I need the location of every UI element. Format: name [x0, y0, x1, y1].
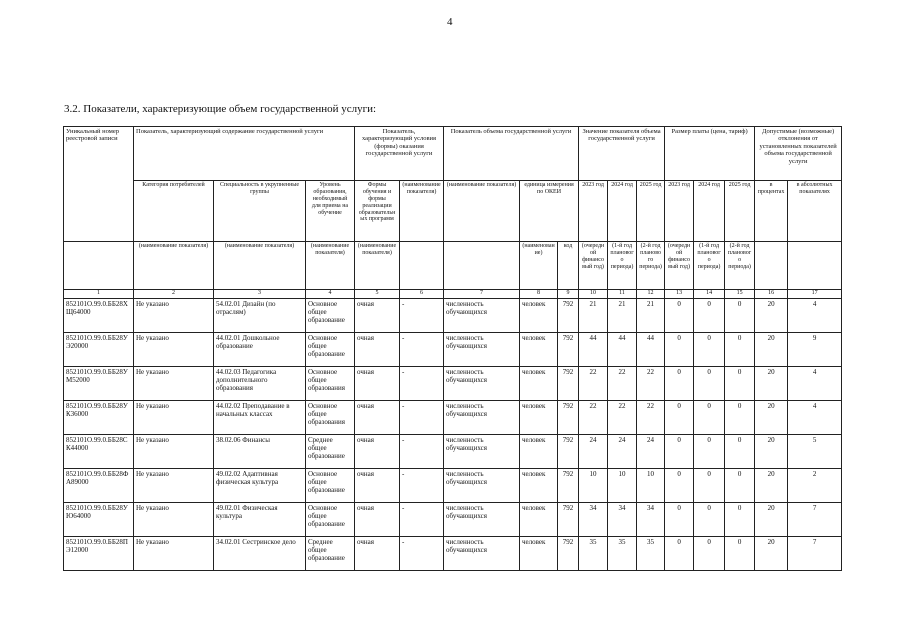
cell-fee-2025: 0	[725, 367, 755, 401]
cell-fee-2024: 0	[694, 469, 725, 503]
header-2025: 2025 год	[637, 181, 665, 242]
volume-indicators-table	[63, 126, 842, 571]
cell-study-form: очная	[355, 333, 400, 367]
cell-specialty: 44.02.01 Дошкольное образование	[214, 333, 306, 367]
cell-unit-name: человек	[520, 435, 558, 469]
cell-consumer-category: Не указано	[134, 537, 214, 571]
header-year2-note: (1-й год планового периода)	[608, 242, 637, 290]
cell-fee-2024: 0	[694, 503, 725, 537]
cell-value-2024: 22	[608, 401, 637, 435]
cell-fee-2023: 0	[665, 469, 694, 503]
header-fee-2024: 2024 год	[694, 181, 725, 242]
cell-study-form: очная	[355, 367, 400, 401]
cell-specialty: 44.02.03 Педагогика дополнительного образования	[214, 367, 306, 401]
cell-deviation-percent: 20	[755, 333, 788, 367]
header-fee-year1-note: (очередной финансовый год)	[665, 242, 694, 290]
header-sub-name-4: (наименование показателя)	[355, 242, 400, 290]
header-row-2	[64, 181, 842, 242]
cell-education-level: Среднее общее образование	[306, 537, 355, 571]
cell-registry-code: 852101О.99.0.ББ28УМ52000	[64, 367, 134, 401]
header-content: Показатель, характеризующий содержание государственной услуги	[134, 127, 355, 181]
cell-specialty: 49.02.02 Адаптивная физическая культура	[214, 469, 306, 503]
cell-indicator-name: численность обучающихся	[444, 401, 520, 435]
header-fee-2025: 2025 год	[725, 181, 755, 242]
cell-unit-name: человек	[520, 299, 558, 333]
cell-deviation-absolute: 2	[788, 469, 842, 503]
cell-deviation-absolute: 9	[788, 333, 842, 367]
cell-value-2024: 44	[608, 333, 637, 367]
column-number: 5	[355, 290, 400, 299]
cell-okei-code: 792	[558, 469, 579, 503]
column-number: 16	[755, 290, 788, 299]
cell-deviation-absolute: 4	[788, 367, 842, 401]
header-empty	[444, 242, 520, 290]
cell-fee-2025: 0	[725, 401, 755, 435]
cell-fee-2025: 0	[725, 299, 755, 333]
cell-fee-2025: 0	[725, 537, 755, 571]
header-in-absolute: в абсолютных показателях	[788, 181, 842, 242]
column-number: 14	[694, 290, 725, 299]
cell-value-2025: 24	[637, 435, 665, 469]
table-row	[64, 401, 842, 435]
cell-study-form: очная	[355, 469, 400, 503]
cell-value-2025: 21	[637, 299, 665, 333]
cell-study-form: очная	[355, 299, 400, 333]
header-fee: Размер платы (цена, тариф)	[665, 127, 755, 181]
cell-okei-code: 792	[558, 367, 579, 401]
header-2024: 2024 год	[608, 181, 637, 242]
cell-value-2024: 10	[608, 469, 637, 503]
cell-fee-2023: 0	[665, 503, 694, 537]
column-number: 11	[608, 290, 637, 299]
cell-unit-name: человек	[520, 401, 558, 435]
header-empty	[788, 242, 842, 290]
header-fee-year2-note: (1-й год планового периода)	[694, 242, 725, 290]
cell-okei-code: 792	[558, 435, 579, 469]
cell-value-2023: 44	[579, 333, 608, 367]
cell-blank-indicator: -	[400, 537, 444, 571]
cell-value-2025: 44	[637, 333, 665, 367]
cell-value-2025: 10	[637, 469, 665, 503]
cell-fee-2024: 0	[694, 299, 725, 333]
cell-deviation-absolute: 4	[788, 299, 842, 333]
cell-okei-code: 792	[558, 299, 579, 333]
column-number: 7	[444, 290, 520, 299]
cell-okei-code: 792	[558, 537, 579, 571]
header-consumer-category: Категория потребителей	[134, 181, 214, 242]
cell-indicator-name: численность обучающихся	[444, 299, 520, 333]
cell-value-2024: 24	[608, 435, 637, 469]
column-number: 9	[558, 290, 579, 299]
cell-deviation-percent: 20	[755, 367, 788, 401]
cell-value-2023: 22	[579, 401, 608, 435]
cell-fee-2025: 0	[725, 503, 755, 537]
cell-consumer-category: Не указано	[134, 367, 214, 401]
cell-deviation-percent: 20	[755, 299, 788, 333]
header-registry: Уникальный номер реестровой записи	[64, 127, 134, 242]
header-conditions: Показатель, характеризующий условия (формы) оказания государственной услуги	[355, 127, 444, 181]
column-number: 2	[134, 290, 214, 299]
cell-fee-2023: 0	[665, 537, 694, 571]
cell-deviation-percent: 20	[755, 503, 788, 537]
cell-value-2025: 34	[637, 503, 665, 537]
cell-blank-indicator: -	[400, 435, 444, 469]
header-unit-okei: единица измерения по ОКЕИ	[520, 181, 579, 242]
cell-education-level: Основное общее образование	[306, 503, 355, 537]
header-deviations: Допустимые (возможные) отклонения от установленных показателей объема государственной услуги	[755, 127, 842, 181]
cell-blank-indicator: -	[400, 401, 444, 435]
header-fee-2023: 2023 год	[665, 181, 694, 242]
cell-value-2023: 35	[579, 537, 608, 571]
header-unit-code: код	[558, 242, 579, 290]
header-year1-note: (очередной финансовый год)	[579, 242, 608, 290]
header-sub-name-1: (наименование показателя)	[134, 242, 214, 290]
table-row	[64, 367, 842, 401]
cell-fee-2025: 0	[725, 435, 755, 469]
header-specialty: Специальность в укрупненные группы	[214, 181, 306, 242]
cell-fee-2023: 0	[665, 401, 694, 435]
header-sub-name-3: (наименование показателя)	[306, 242, 355, 290]
cell-value-2024: 35	[608, 537, 637, 571]
cell-value-2024: 21	[608, 299, 637, 333]
cell-deviation-percent: 20	[755, 401, 788, 435]
cell-okei-code: 792	[558, 333, 579, 367]
cell-value-2023: 21	[579, 299, 608, 333]
cell-okei-code: 792	[558, 503, 579, 537]
cell-value-2024: 34	[608, 503, 637, 537]
cell-registry-code: 852101О.99.0.ББ28СК44000	[64, 435, 134, 469]
cell-value-2023: 22	[579, 367, 608, 401]
cell-fee-2023: 0	[665, 299, 694, 333]
cell-fee-2023: 0	[665, 333, 694, 367]
header-indicator-name: (наименование показателя)	[444, 181, 520, 242]
data-rows	[64, 299, 842, 571]
column-number-row	[64, 290, 842, 299]
cell-registry-code: 852101О.99.0.ББ28ХЩ64000	[64, 299, 134, 333]
cell-value-2025: 22	[637, 401, 665, 435]
column-number: 3	[214, 290, 306, 299]
cell-study-form: очная	[355, 401, 400, 435]
cell-value-2023: 34	[579, 503, 608, 537]
cell-registry-code: 852101О.99.0.ББ28УК36000	[64, 401, 134, 435]
cell-indicator-name: численность обучающихся	[444, 367, 520, 401]
cell-fee-2024: 0	[694, 367, 725, 401]
header-education-level: Уровень образования, необходимый для приема на обучение	[306, 181, 355, 242]
cell-deviation-absolute: 4	[788, 401, 842, 435]
header-unit-name: (наименование)	[520, 242, 558, 290]
header-empty	[755, 242, 788, 290]
cell-fee-2024: 0	[694, 537, 725, 571]
cell-value-2024: 22	[608, 367, 637, 401]
cell-registry-code: 852101О.99.0.ББ28ПЭ12000	[64, 537, 134, 571]
cell-consumer-category: Не указано	[134, 299, 214, 333]
cell-consumer-category: Не указано	[134, 503, 214, 537]
table-row	[64, 537, 842, 571]
cell-indicator-name: численность обучающихся	[444, 333, 520, 367]
column-number: 8	[520, 290, 558, 299]
cell-specialty: 34.02.01 Сестринское дело	[214, 537, 306, 571]
cell-registry-code: 852101О.99.0.ББ28УЮ64000	[64, 503, 134, 537]
cell-unit-name: человек	[520, 503, 558, 537]
cell-education-level: Основное общее образование	[306, 333, 355, 367]
cell-education-level: Основное общее образование	[306, 299, 355, 333]
cell-study-form: очная	[355, 503, 400, 537]
header-in-percent: в процентах	[755, 181, 788, 242]
table-row	[64, 469, 842, 503]
cell-unit-name: человек	[520, 469, 558, 503]
cell-blank-indicator: -	[400, 367, 444, 401]
cell-education-level: Основное общее образования	[306, 367, 355, 401]
cell-value-2025: 22	[637, 367, 665, 401]
cell-deviation-percent: 20	[755, 537, 788, 571]
header-row-1	[64, 127, 842, 181]
header-fee-year3-note: (2-й год планового периода)	[725, 242, 755, 290]
column-number: 6	[400, 290, 444, 299]
header-sub-name-2: (наименование показателя)	[214, 242, 306, 290]
header-forms: Формы обучения и формы реализации образовательных программ	[355, 181, 400, 242]
cell-specialty: 54.02.01 Дизайн (по отраслям)	[214, 299, 306, 333]
cell-blank-indicator: -	[400, 469, 444, 503]
cell-value-2023: 10	[579, 469, 608, 503]
header-year3-note: (2-й год планового периода)	[637, 242, 665, 290]
column-number: 12	[637, 290, 665, 299]
column-number: 15	[725, 290, 755, 299]
section-title: 3.2. Показатели, характеризующие объем государственной услуги:	[64, 103, 377, 115]
column-number: 17	[788, 290, 842, 299]
header-volume-value: Значение показателя объема государственной услуги	[579, 127, 665, 181]
cell-education-level: Основное общее образования	[306, 401, 355, 435]
cell-blank-indicator: -	[400, 333, 444, 367]
header-name-indicator-blank: (наименование показателя)	[400, 181, 444, 242]
cell-fee-2025: 0	[725, 469, 755, 503]
cell-deviation-percent: 20	[755, 469, 788, 503]
table-row	[64, 333, 842, 367]
cell-deviation-absolute: 7	[788, 503, 842, 537]
cell-consumer-category: Не указано	[134, 469, 214, 503]
cell-unit-name: человек	[520, 367, 558, 401]
header-empty	[400, 242, 444, 290]
table-row	[64, 435, 842, 469]
cell-indicator-name: численность обучающихся	[444, 537, 520, 571]
cell-value-2025: 35	[637, 537, 665, 571]
table-row	[64, 299, 842, 333]
header-empty	[64, 242, 134, 290]
cell-indicator-name: численность обучающихся	[444, 435, 520, 469]
cell-study-form: очная	[355, 537, 400, 571]
cell-fee-2024: 0	[694, 435, 725, 469]
cell-study-form: очная	[355, 435, 400, 469]
cell-unit-name: человек	[520, 333, 558, 367]
cell-deviation-absolute: 5	[788, 435, 842, 469]
table-row	[64, 503, 842, 537]
cell-registry-code: 852101О.99.0.ББ28ФА89000	[64, 469, 134, 503]
cell-blank-indicator: -	[400, 503, 444, 537]
column-number: 4	[306, 290, 355, 299]
cell-specialty: 38.02.06 Финансы	[214, 435, 306, 469]
header-volume-indicator: Показатель объема государственной услуги	[444, 127, 579, 181]
cell-deviation-absolute: 7	[788, 537, 842, 571]
cell-consumer-category: Не указано	[134, 435, 214, 469]
cell-specialty: 44.02.02 Преподавание в начальных классах	[214, 401, 306, 435]
column-number: 10	[579, 290, 608, 299]
cell-indicator-name: численность обучающихся	[444, 503, 520, 537]
cell-education-level: Среднее общее образование	[306, 435, 355, 469]
cell-fee-2024: 0	[694, 401, 725, 435]
cell-okei-code: 792	[558, 401, 579, 435]
cell-specialty: 49.02.01 Физическая культура	[214, 503, 306, 537]
header-2023: 2023 год	[579, 181, 608, 242]
column-number: 13	[665, 290, 694, 299]
cell-unit-name: человек	[520, 537, 558, 571]
page-number: 4	[447, 16, 453, 28]
cell-fee-2023: 0	[665, 435, 694, 469]
cell-consumer-category: Не указано	[134, 401, 214, 435]
cell-registry-code: 852101О.99.0.ББ28УЭ20000	[64, 333, 134, 367]
header-row-3	[64, 242, 842, 290]
cell-consumer-category: Не указано	[134, 333, 214, 367]
cell-deviation-percent: 20	[755, 435, 788, 469]
cell-blank-indicator: -	[400, 299, 444, 333]
cell-indicator-name: численность обучающихся	[444, 469, 520, 503]
cell-fee-2023: 0	[665, 367, 694, 401]
cell-fee-2024: 0	[694, 333, 725, 367]
column-number: 1	[64, 290, 134, 299]
cell-fee-2025: 0	[725, 333, 755, 367]
cell-education-level: Основное общее образование	[306, 469, 355, 503]
cell-value-2023: 24	[579, 435, 608, 469]
